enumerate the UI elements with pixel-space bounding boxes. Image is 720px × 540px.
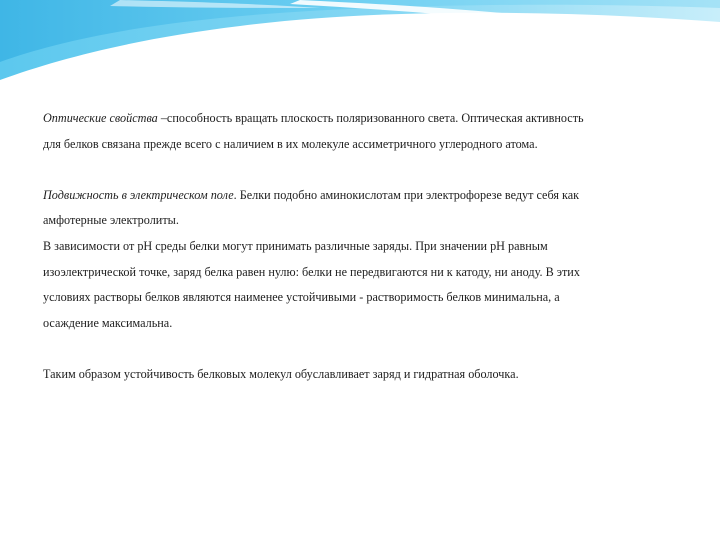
ph-line-2: изоэлектрической точке, заряд белка равен нулю: белки не передвигаются ни к катоду, ни аноду. В этих: [43, 264, 580, 279]
ph-line-4: осаждение максимальна.: [43, 315, 173, 330]
spacer: [43, 336, 683, 362]
slide-body: [43, 106, 683, 388]
term-optical-properties: Оптические свойства: [43, 111, 158, 125]
optical-line-2: для белков связана прежде всего с наличием в их молекуле ассиметричного углеродного атома.: [43, 136, 538, 151]
mobility-line-2: амфотерные электролиты.: [43, 213, 179, 228]
paragraph-optical: [43, 106, 683, 157]
ph-line-1: В зависимости от рН среды белки могут принимать различные заряды. При значении рН равным: [43, 238, 548, 253]
term-electric-mobility: Подвижность в электрическом поле: [43, 187, 234, 202]
header-wave-decoration: [0, 0, 720, 90]
conclusion-line: Таким образом устойчивость белковых молекул обуславливает заряд и гидратная оболочка.: [43, 366, 519, 381]
ph-line-3: условиях растворы белков являются наименее устойчивыми - растворимость белков минимальна, а: [43, 290, 560, 305]
spacer: [43, 157, 683, 183]
paragraph-mobility: [43, 183, 683, 337]
optical-line-1: –способность вращать плоскость поляризованного света. Оптическая активность: [157, 111, 584, 125]
mobility-line-1: . Белки подобно аминокислотам при электрофорезе ведут себя как: [233, 187, 580, 202]
paragraph-conclusion: [43, 362, 683, 388]
